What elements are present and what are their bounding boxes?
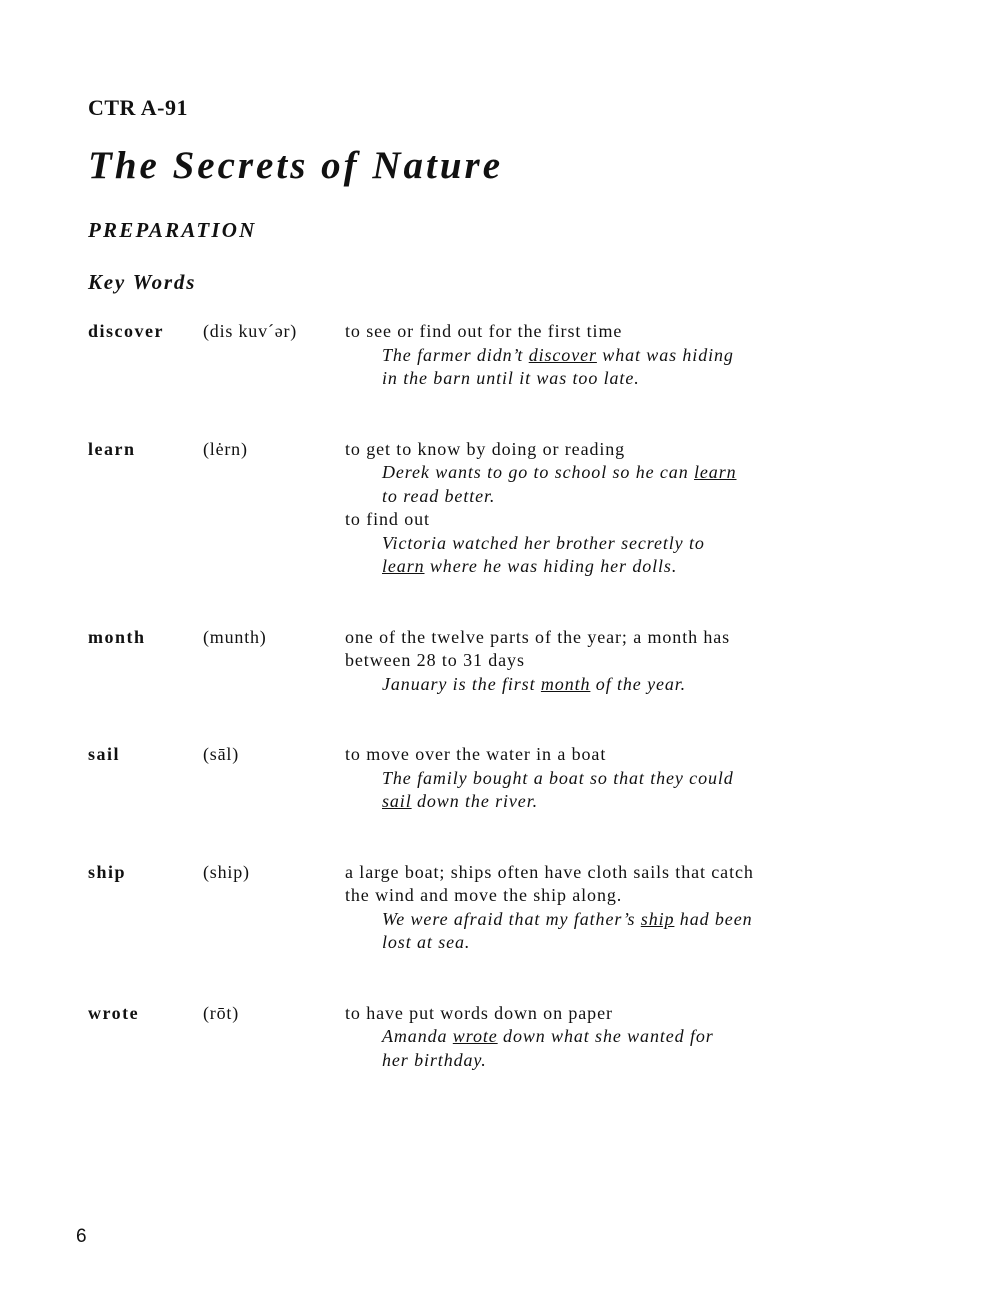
example-line	[345, 485, 848, 509]
example-text: had been	[674, 908, 753, 929]
example-text: to read better.	[382, 485, 496, 506]
page-number: 6	[76, 1226, 87, 1247]
definition-line: to move over the water in a boat	[345, 744, 607, 764]
vocab-entry	[88, 1002, 848, 1073]
definitions	[345, 743, 848, 814]
example-line	[345, 344, 848, 368]
section-heading: PREPARATION	[88, 218, 257, 242]
document-code: CTR A-91	[88, 95, 188, 120]
example-line	[345, 461, 848, 485]
example-text: in the barn until it was too late.	[382, 368, 640, 388]
definition-line: a large boat; ships often have cloth sails that catch	[345, 861, 754, 882]
example-line	[345, 673, 848, 697]
vocab-entry	[88, 626, 848, 697]
example-text: what was hiding	[596, 344, 734, 365]
pronunciation: (munth)	[203, 626, 267, 647]
vocab-word: learn	[88, 438, 136, 459]
example-keyword: discover	[528, 344, 597, 365]
definition-line: to get to know by doing or reading	[345, 438, 626, 459]
definition-line: to see or find out for the first time	[345, 321, 623, 341]
example-line	[345, 908, 848, 932]
pronunciation: (ship)	[203, 861, 250, 882]
example-text: down the river.	[411, 791, 538, 811]
example-keyword: ship	[640, 908, 675, 929]
example-line	[345, 1049, 848, 1073]
example-text: We were afraid that my father’s	[382, 908, 641, 929]
definitions	[345, 861, 848, 955]
example-line	[345, 1025, 848, 1049]
example-text: down what she wanted for	[497, 1026, 714, 1046]
vocab-entry	[88, 743, 848, 814]
definitions	[345, 626, 848, 697]
example-text: The farmer didn’t	[382, 344, 529, 365]
example-text: Amanda	[382, 1026, 453, 1046]
definition-line: between 28 to 31 days	[345, 650, 525, 670]
example-keyword: learn	[694, 462, 737, 482]
vocab-word: month	[88, 626, 146, 647]
vocab-word: wrote	[88, 1002, 140, 1023]
pronunciation: (rōt)	[203, 1002, 239, 1023]
example-keyword: month	[540, 673, 591, 694]
definition-line: to have put words down on paper	[345, 1002, 613, 1023]
example-line	[345, 931, 848, 955]
vocab-word: discover	[88, 321, 164, 341]
example-text: The family bought a boat so that they could	[382, 767, 734, 788]
example-text: Victoria watched her brother secretly to	[382, 532, 705, 553]
example-line	[345, 767, 848, 791]
page-title: The Secrets of Nature	[88, 144, 504, 187]
pronunciation: (dis kuv´ər)	[203, 321, 298, 341]
example-line	[345, 532, 848, 556]
vocab-word: ship	[88, 861, 127, 882]
example-text: of the year.	[590, 673, 687, 694]
subsection-heading: Key Words	[88, 270, 197, 294]
pronunciation: (lėrn)	[203, 438, 248, 459]
key-words-list	[88, 320, 848, 1072]
example-line	[345, 790, 848, 814]
vocab-entry	[88, 861, 848, 955]
example-keyword: wrote	[452, 1026, 498, 1046]
definition-line: one of the twelve parts of the year; a month has	[345, 626, 731, 647]
example-text: lost at sea.	[382, 932, 471, 952]
example-keyword: learn	[382, 556, 425, 576]
vocab-word: sail	[88, 744, 121, 764]
example-line	[345, 367, 848, 391]
example-text: January is the first	[382, 673, 541, 694]
example-text: where he was hiding her dolls.	[424, 556, 678, 576]
vocab-entry	[88, 320, 848, 391]
definitions	[345, 438, 848, 579]
example-text: her birthday.	[382, 1049, 487, 1070]
example-text: Derek wants to go to school so he can	[382, 462, 694, 482]
definition-line: the wind and move the ship along.	[345, 885, 623, 905]
pronunciation: (sāl)	[203, 744, 239, 764]
vocab-entry	[88, 438, 848, 579]
example-line	[345, 555, 848, 579]
definitions	[345, 1002, 848, 1073]
definition-line: to find out	[345, 509, 430, 529]
definitions	[345, 320, 848, 391]
example-keyword: sail	[382, 791, 412, 811]
